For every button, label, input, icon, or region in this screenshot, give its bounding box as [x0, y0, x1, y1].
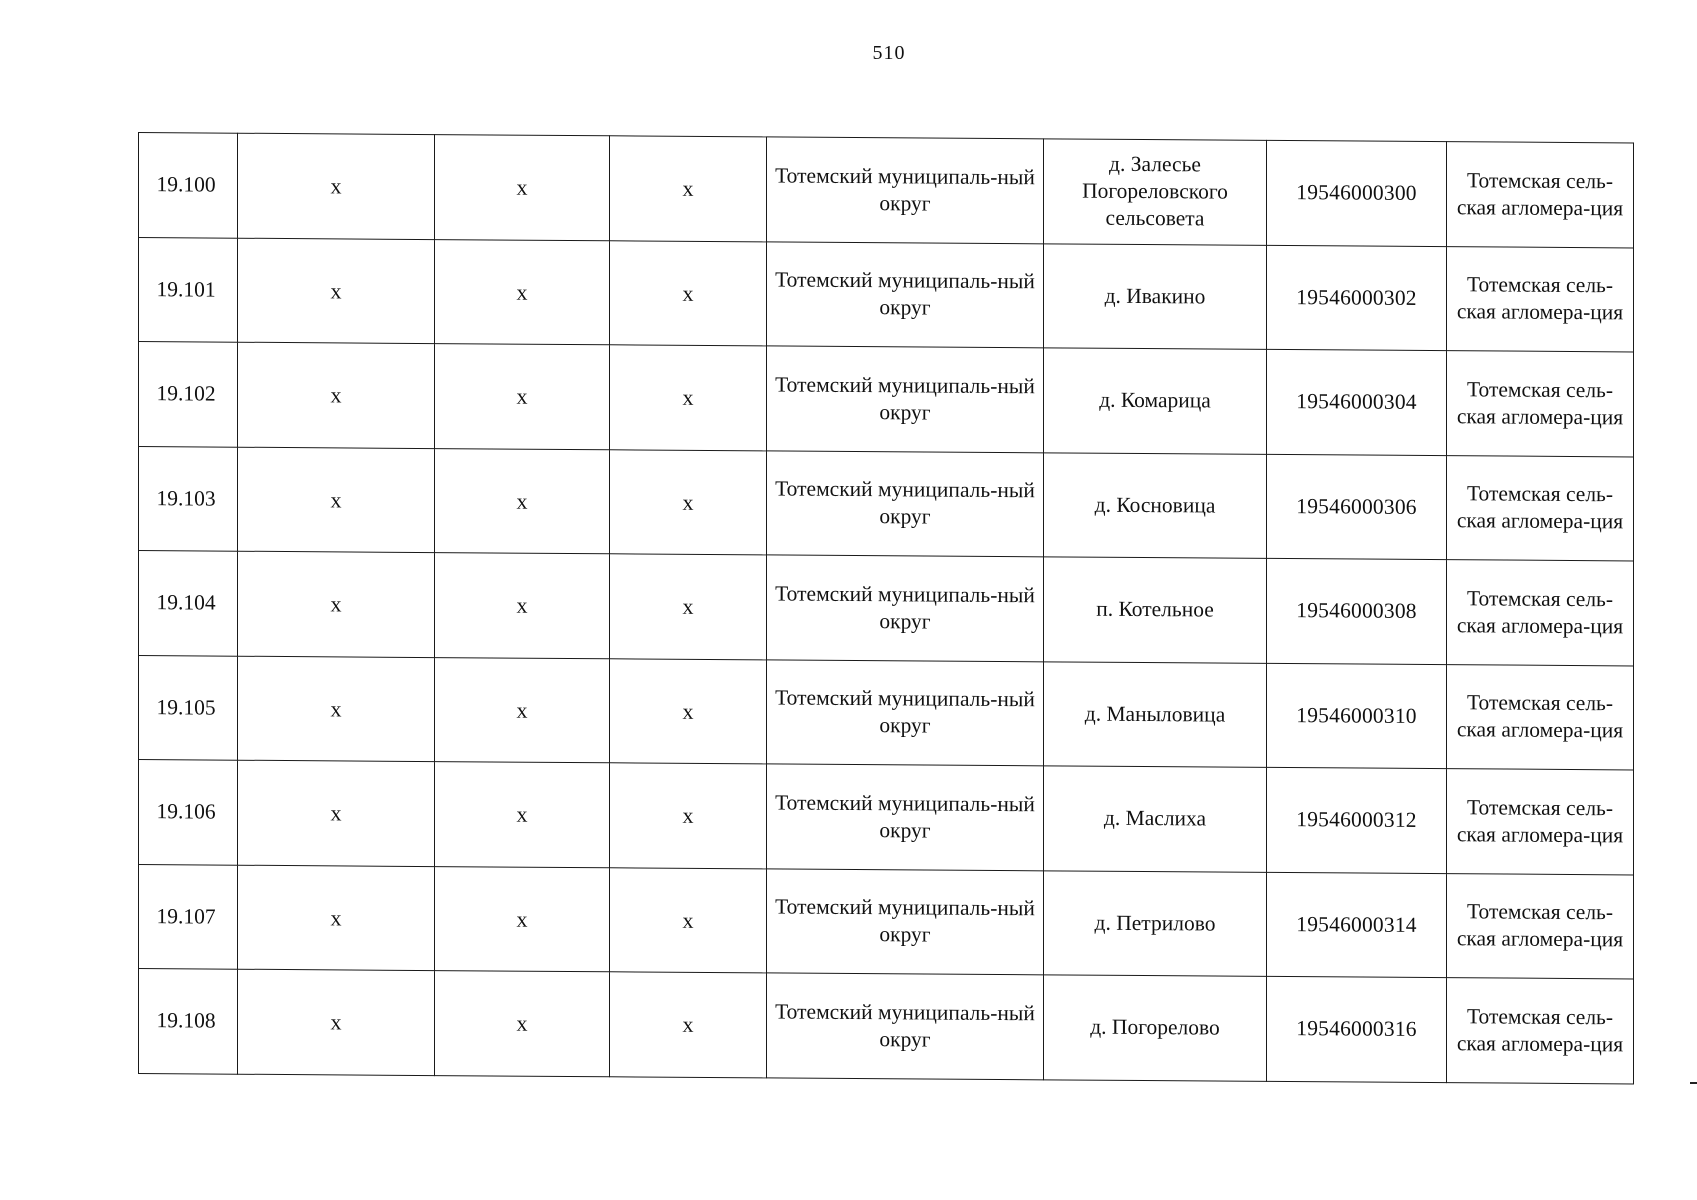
agglomeration-cell: Тотемская сель-ская агломера-ция — [1447, 246, 1634, 352]
district-cell: Тотемский муниципаль-ный округ — [767, 868, 1044, 974]
oktmo-code-cell: 19546000304 — [1267, 349, 1447, 455]
cell-x: x — [238, 760, 435, 866]
oktmo-code-cell: 19546000312 — [1267, 767, 1447, 873]
table-row — [139, 133, 1634, 248]
district-cell: Тотемский муниципаль-ный округ — [767, 555, 1044, 661]
cell-x: x — [435, 657, 610, 763]
table-row — [139, 969, 1634, 1084]
cell-x: x — [435, 971, 610, 1077]
table-row — [139, 446, 1634, 561]
agglomeration-cell: Тотемская сель-ская агломера-ция — [1447, 560, 1634, 666]
settlement-cell: д. Маныловица — [1044, 661, 1267, 767]
oktmo-code-cell: 19546000316 — [1267, 976, 1447, 1082]
agglomeration-cell: Тотемская сель-ская агломера-ция — [1447, 769, 1634, 875]
settlement-cell: д. Погорелово — [1044, 975, 1267, 1081]
agglomeration-cell: Тотемская сель-ская агломера-ция — [1447, 142, 1634, 248]
oktmo-code-cell: 19546000306 — [1267, 454, 1447, 560]
agglomeration-cell: Тотемская сель-ская агломера-ция — [1447, 873, 1634, 979]
cell-x: x — [435, 553, 610, 659]
cell-x: x — [238, 342, 435, 448]
agglomeration-cell: Тотемская сель-ская агломера-ция — [1447, 664, 1634, 770]
table-row — [139, 237, 1634, 352]
row-number: 19.101 — [139, 237, 238, 342]
cell-x: x — [610, 449, 767, 555]
cell-x: x — [610, 345, 767, 451]
district-cell — [767, 137, 1044, 243]
settlement-cell: д. Ивакино — [1044, 243, 1267, 349]
cell-x: x — [435, 448, 610, 554]
oktmo-code-cell: 19546000308 — [1267, 558, 1447, 664]
cell-x: x — [435, 866, 610, 972]
page-number: 510 — [872, 42, 906, 64]
cell-x: x — [238, 551, 435, 657]
cell-x: x — [238, 656, 435, 762]
row-number: 19.105 — [139, 655, 238, 760]
cell-x: x — [610, 136, 767, 242]
scan-edge-mark — [1690, 1082, 1697, 1084]
district-cell: Тотемский муниципаль-ный округ — [767, 346, 1044, 452]
cell-x: x — [435, 135, 610, 241]
settlements-table-container — [138, 132, 1633, 1084]
settlement-cell: д. Маслиха — [1044, 766, 1267, 872]
table-row — [139, 342, 1634, 457]
cell-x: x — [610, 763, 767, 869]
oktmo-code-cell: 19546000310 — [1267, 663, 1447, 769]
row-number: 19.108 — [139, 969, 238, 1074]
row-number: 19.103 — [139, 446, 238, 551]
cell-x: x — [610, 554, 767, 660]
agglomeration-cell: Тотемская сель-ская агломера-ция — [1447, 978, 1634, 1084]
oktmo-code-cell: 19546000314 — [1267, 872, 1447, 978]
row-number: 19.100 — [139, 133, 238, 238]
table-row — [139, 655, 1634, 770]
table-row — [139, 864, 1634, 979]
settlement-cell: п. Котельное — [1044, 557, 1267, 663]
district-cell: Тотемский муниципаль-ный округ — [767, 450, 1044, 556]
cell-x: x — [610, 658, 767, 764]
oktmo-code-cell: 19546000300 — [1267, 140, 1447, 246]
agglomeration-cell: Тотемская сель-ская агломера-ция — [1447, 351, 1634, 457]
cell-x: x — [238, 133, 435, 239]
cell-x: x — [238, 969, 435, 1075]
agglomeration-cell: Тотемская сель-ская агломера-ция — [1447, 455, 1634, 561]
cell-x: x — [435, 344, 610, 450]
table-row — [139, 551, 1634, 666]
settlement-cell: д. Комарица — [1044, 348, 1267, 454]
settlements-table — [138, 132, 1634, 1084]
table-body — [139, 133, 1634, 1084]
district-text: Тотемский муниципаль-ный округ — [775, 163, 1035, 216]
cell-x: x — [435, 762, 610, 868]
row-number: 19.102 — [139, 342, 238, 447]
row-number: 19.107 — [139, 864, 238, 969]
settlement-cell: д. Залесье Погореловского сельсовета — [1044, 139, 1267, 245]
cell-x: x — [238, 865, 435, 971]
row-number: 19.104 — [139, 551, 238, 656]
district-cell: Тотемский муниципаль-ный округ — [767, 764, 1044, 870]
cell-x: x — [610, 240, 767, 346]
district-cell: Тотемский муниципаль-ный округ — [767, 973, 1044, 1079]
cell-x: x — [610, 867, 767, 973]
settlement-cell: д. Петрилово — [1044, 870, 1267, 976]
district-cell: Тотемский муниципаль-ный округ — [767, 659, 1044, 765]
cell-x: x — [238, 447, 435, 553]
row-number: 19.106 — [139, 760, 238, 865]
cell-x: x — [238, 238, 435, 344]
district-cell: Тотемский муниципаль-ный округ — [767, 241, 1044, 347]
settlement-cell: д. Косновица — [1044, 452, 1267, 558]
cell-x: x — [435, 239, 610, 345]
cell-x: x — [610, 972, 767, 1078]
oktmo-code-cell: 19546000302 — [1267, 245, 1447, 351]
table-row — [139, 760, 1634, 875]
